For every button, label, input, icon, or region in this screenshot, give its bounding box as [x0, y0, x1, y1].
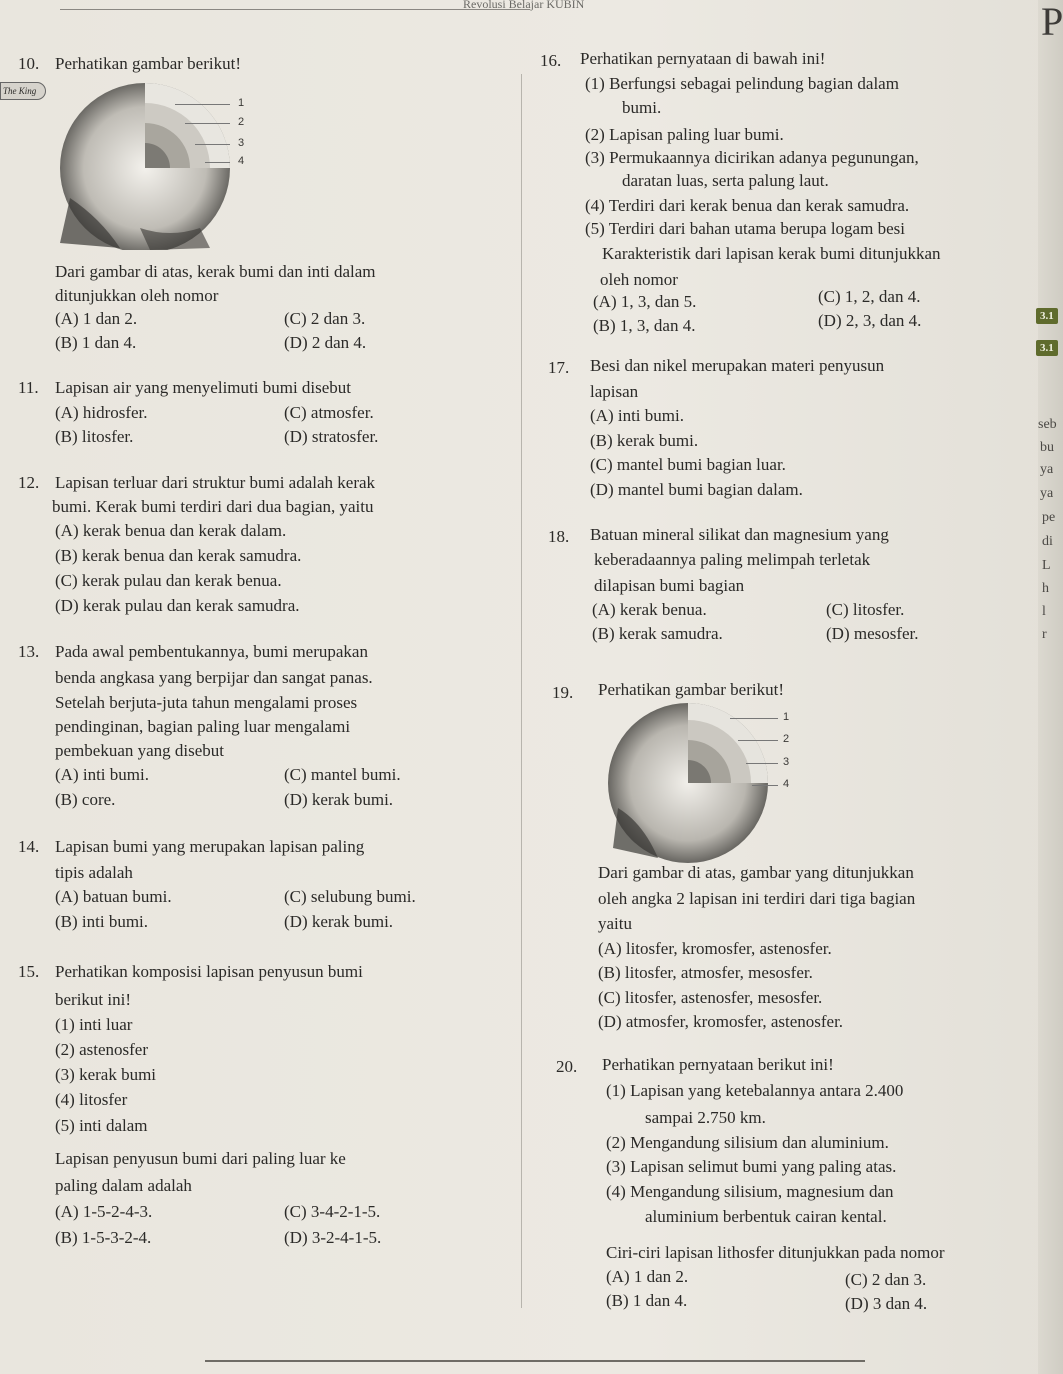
label-leader [746, 763, 778, 764]
option-d[interactable]: (D) stratosfer. [284, 427, 379, 446]
question-number: 14. [18, 837, 40, 856]
list-item: (1) inti luar [55, 1015, 133, 1034]
label-leader [205, 162, 230, 163]
margin-text: pe [1042, 510, 1056, 525]
question-number: 20. [556, 1057, 578, 1076]
option-d[interactable]: (D) kerak pulau dan kerak samudra. [55, 596, 300, 615]
margin-badge: 3.1 [1036, 308, 1058, 324]
header-rule [60, 0, 530, 10]
question-text: bumi. Kerak bumi terdiri dari dua bagian, yaitu [52, 497, 374, 516]
question-number: 16. [540, 51, 562, 70]
option-a[interactable]: (A) 1 dan 2. [55, 309, 138, 328]
option-a[interactable]: (A) batuan bumi. [55, 887, 172, 906]
list-item: (3) kerak bumi [55, 1065, 157, 1084]
question-number: 18. [548, 527, 570, 546]
statement: aluminium berbentuk cairan kental. [645, 1207, 887, 1226]
list-item: (5) inti dalam [55, 1116, 148, 1135]
option-a[interactable]: (A) kerak benua. [592, 600, 707, 619]
question-stem: Lapisan air yang menyelimuti bumi disebut [55, 378, 352, 397]
question-text: Dari gambar di atas, kerak bumi dan inti dalam [55, 262, 376, 281]
option-c[interactable]: (C) litosfer, astenosfer, mesosfer. [598, 988, 823, 1007]
question-text: Dari gambar di atas, gambar yang ditunjukkan [598, 863, 914, 882]
option-a[interactable]: (A) litosfer, kromosfer, astenosfer. [598, 939, 832, 958]
option-b[interactable]: (B) inti bumi. [55, 912, 149, 931]
statement: (1) Lapisan yang ketebalannya antara 2.400 [606, 1081, 904, 1100]
option-a[interactable]: (A) 1 dan 2. [606, 1267, 689, 1286]
question-number: 17. [548, 358, 570, 377]
margin-text: di [1042, 534, 1053, 549]
margin-text: h [1042, 581, 1049, 596]
label-leader [730, 718, 778, 719]
question-text: oleh angka 2 lapisan ini terdiri dari tiga bagian [598, 889, 916, 908]
question-text: Lapisan penyusun bumi dari paling luar ke [55, 1149, 346, 1168]
question-number: 10. [18, 54, 40, 73]
option-c[interactable]: (C) mantel bumi bagian luar. [590, 455, 786, 474]
question-text: tipis adalah [55, 863, 133, 882]
question-text: benda angkasa yang berpijar dan sangat panas. [55, 668, 373, 687]
question-stem: Perhatikan gambar berikut! [598, 680, 784, 699]
earth-cutaway-svg [598, 698, 798, 863]
question-text: Setelah berjuta-juta tahun mengalami proses [55, 693, 358, 712]
question-text: Besi dan nikel merupakan materi penyusun [590, 356, 885, 375]
statement: (4) Terdiri dari kerak benua dan kerak samudra. [585, 196, 910, 215]
figure-label: 1 [783, 711, 790, 723]
question-text: keberadaannya paling melimpah terletak [594, 550, 871, 569]
option-b[interactable]: (B) kerak benua dan kerak samudra. [55, 546, 302, 565]
statement: (2) Lapisan paling luar bumi. [585, 125, 784, 144]
next-page-glyph: P [1041, 0, 1063, 44]
statement: daratan luas, serta palung laut. [622, 171, 829, 190]
option-a[interactable]: (A) hidrosfer. [55, 403, 148, 422]
option-c[interactable]: (C) 2 dan 3. [845, 1270, 927, 1289]
option-d[interactable]: (D) 2 dan 4. [284, 333, 367, 352]
next-page-edge [1038, 0, 1063, 1374]
option-b[interactable]: (B) kerak samudra. [592, 624, 723, 643]
question-text: yaitu [598, 914, 632, 933]
figure-label: 1 [238, 97, 245, 109]
bottom-rule [205, 1360, 865, 1362]
option-d[interactable]: (D) 3-2-4-1-5. [284, 1228, 382, 1247]
statement: bumi. [622, 98, 662, 117]
option-a[interactable]: (A) kerak benua dan kerak dalam. [55, 521, 287, 540]
label-leader [195, 144, 230, 145]
question-number: 11. [18, 378, 39, 397]
earth-layers-figure [598, 698, 798, 863]
option-b[interactable]: (B) 1 dan 4. [606, 1291, 688, 1310]
question-text: ditunjukkan oleh nomor [55, 286, 219, 305]
option-a[interactable]: (A) 1-5-2-4-3. [55, 1202, 153, 1221]
option-a[interactable]: (A) inti bumi. [590, 406, 684, 425]
option-a[interactable]: (A) inti bumi. [55, 765, 149, 784]
header-title: Revolusi Belajar KUBIN [463, 0, 585, 11]
figure-label: 4 [238, 155, 245, 167]
question-stem: Perhatikan pernyataan berikut ini! [602, 1055, 834, 1074]
statement: (2) Mengandung silisium dan aluminium. [606, 1133, 889, 1152]
margin-badge: 3.1 [1036, 340, 1058, 356]
question-text: Lapisan bumi yang merupakan lapisan paling [55, 837, 365, 856]
question-number: 13. [18, 642, 40, 661]
option-d[interactable]: (D) kerak bumi. [284, 912, 394, 931]
question-text: pendinginan, bagian paling luar mengalami [55, 717, 351, 736]
question-text: Lapisan terluar dari struktur bumi adalah kerak [55, 473, 376, 492]
option-c[interactable]: (C) 2 dan 3. [284, 309, 366, 328]
label-leader [738, 740, 778, 741]
margin-text: r [1042, 627, 1047, 642]
question-text: oleh nomor [600, 270, 678, 289]
question-text: Batuan mineral silikat dan magnesium yang [590, 525, 889, 544]
question-number: 12. [18, 473, 40, 492]
question-text: lapisan [590, 382, 639, 401]
option-c[interactable]: (C) selubung bumi. [284, 887, 416, 906]
list-item: (4) litosfer [55, 1090, 128, 1109]
option-b[interactable]: (B) litosfer. [55, 427, 134, 446]
figure-label: 4 [783, 778, 790, 790]
option-c[interactable]: (C) kerak pulau dan kerak benua. [55, 571, 282, 590]
option-b[interactable]: (B) 1-5-3-2-4. [55, 1228, 152, 1247]
option-b[interactable]: (B) 1 dan 4. [55, 333, 137, 352]
margin-text: l [1042, 604, 1046, 619]
option-c[interactable]: (C) atmosfer. [284, 403, 374, 422]
option-c[interactable]: (C) 3-4-2-1-5. [284, 1202, 381, 1221]
figure-label: 3 [238, 137, 245, 149]
label-leader [175, 104, 230, 105]
option-d[interactable]: (D) atmosfer, kromosfer, astenosfer. [598, 1012, 844, 1031]
question-text: paling dalam adalah [55, 1176, 192, 1195]
question-stem: Perhatikan gambar berikut! [55, 54, 241, 73]
label-leader [185, 123, 230, 124]
question-text: Pada awal pembentukannya, bumi merupakan [55, 642, 368, 661]
column-divider [521, 74, 522, 1308]
question-number: 19. [552, 683, 574, 702]
question-text: pembekuan yang disebut [55, 741, 225, 760]
option-d[interactable]: (D) mesosfer. [826, 624, 919, 643]
figure-label: 2 [783, 733, 790, 745]
statement: (5) Terdiri dari bahan utama berupa logam besi [585, 219, 905, 238]
option-b[interactable]: (B) core. [55, 790, 116, 809]
list-item: (2) astenosfer [55, 1040, 148, 1059]
figure-label: 3 [783, 756, 790, 768]
margin-text: bu [1040, 440, 1054, 455]
question-text: dilapisan bumi bagian [594, 576, 745, 595]
option-c[interactable]: (C) litosfer. [826, 600, 905, 619]
option-b[interactable]: (B) kerak bumi. [590, 431, 699, 450]
question-text: Perhatikan komposisi lapisan penyusun bumi [55, 962, 363, 981]
figure-label: 2 [238, 116, 245, 128]
option-b[interactable]: (B) 1, 3, dan 4. [593, 316, 696, 335]
margin-text: seb [1038, 417, 1057, 432]
option-d[interactable]: (D) mantel bumi bagian dalam. [590, 480, 803, 499]
statement: (3) Lapisan selimut bumi yang paling atas. [606, 1157, 897, 1176]
statement: (4) Mengandung silisium, magnesium dan [606, 1182, 894, 1201]
option-b[interactable]: (B) litosfer, atmosfer, mesosfer. [598, 963, 813, 982]
margin-text: ya [1040, 462, 1054, 477]
option-d[interactable]: (D) 2, 3, dan 4. [818, 311, 922, 330]
question-text: Karakteristik dari lapisan kerak bumi ditunjukkan [602, 244, 941, 263]
question-stem: Perhatikan pernyataan di bawah ini! [580, 49, 826, 68]
option-a[interactable]: (A) 1, 3, dan 5. [593, 292, 697, 311]
label-leader [752, 785, 778, 786]
question-text: Ciri-ciri lapisan lithosfer ditunjukkan pada nomor [606, 1243, 945, 1262]
option-d[interactable]: (D) kerak bumi. [284, 790, 394, 809]
margin-text: L [1042, 558, 1051, 573]
question-text: berikut ini! [55, 990, 132, 1009]
statement: sampai 2.750 km. [645, 1108, 766, 1127]
fig-tag: The King [0, 82, 46, 100]
margin-text: ya [1040, 486, 1054, 501]
option-c[interactable]: (C) mantel bumi. [284, 765, 401, 784]
option-d[interactable]: (D) 3 dan 4. [845, 1294, 928, 1313]
option-c[interactable]: (C) 1, 2, dan 4. [818, 287, 921, 306]
statement: (1) Berfungsi sebagai pelindung bagian dalam [585, 74, 899, 93]
statement: (3) Permukaannya dicirikan adanya pegunungan, [585, 148, 919, 167]
question-number: 15. [18, 962, 40, 981]
